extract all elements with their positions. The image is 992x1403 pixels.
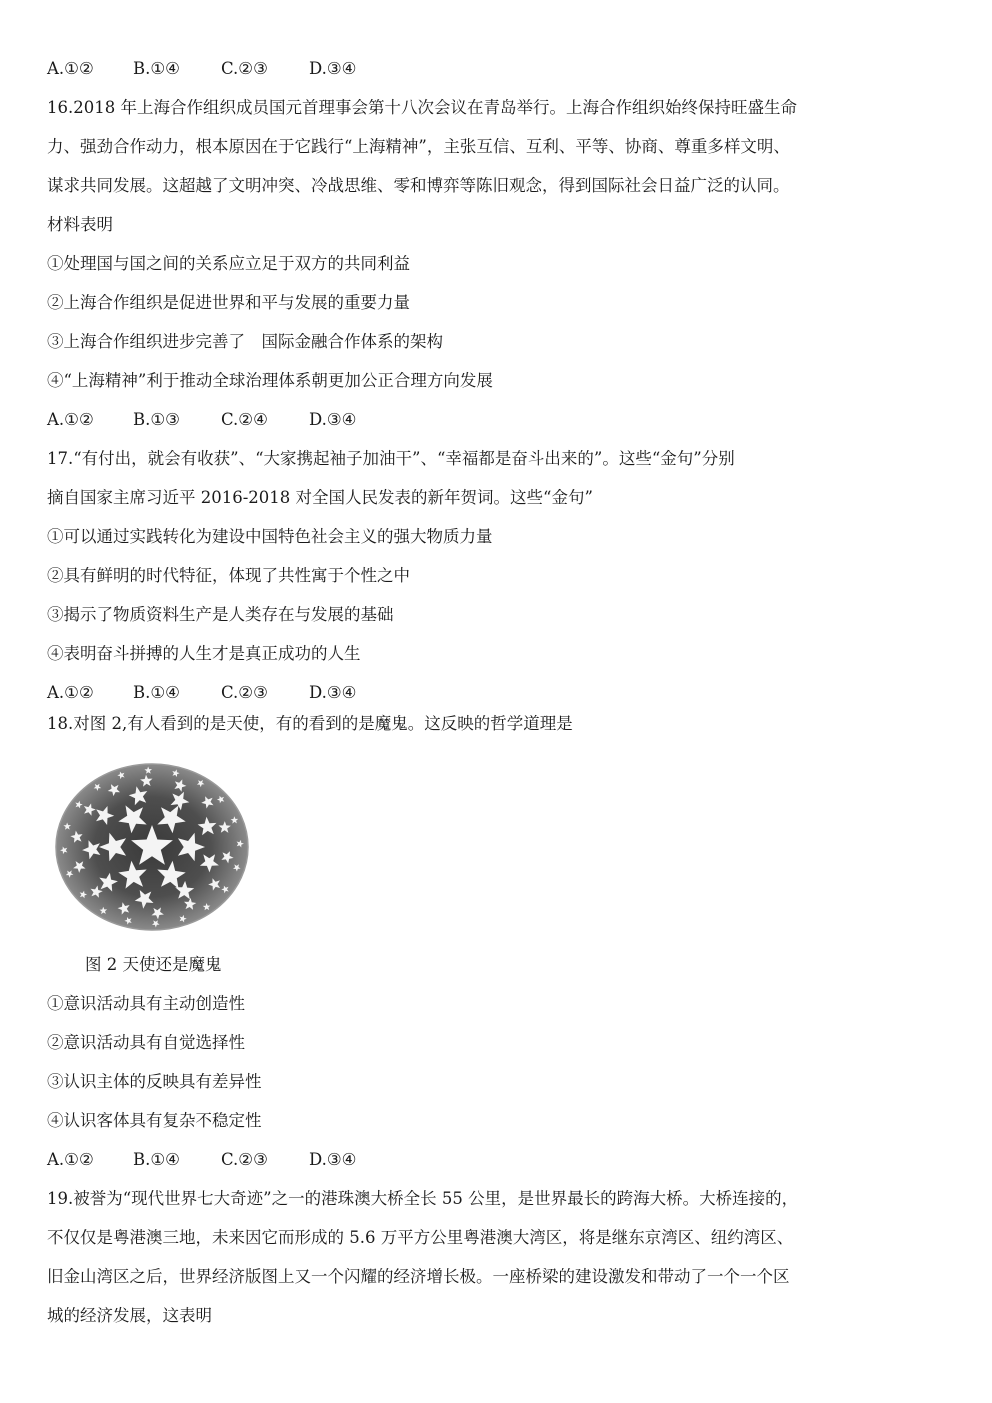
- q16-options: [47, 409, 356, 431]
- q19-stem-line-1: 19.被誉为“现代世界七大奇迹”之一的港珠澳大桥全长 55 公里，是世界最长的跨海大桥。大桥连接的，: [47, 1189, 799, 1208]
- q16-item-2: ②上海合作组织是促进世界和平与发展的重要力量: [47, 293, 410, 312]
- q15-option-d: D.③④: [309, 59, 357, 78]
- q15-options: [47, 58, 356, 80]
- q19-stem-line-2: 不仅仅是粤港澳三地，未来因它而形成的 5.6 万平方公里粤港澳大湾区，将是继东京湾区、纽约湾区、: [47, 1228, 794, 1247]
- q16-item-4: ④“上海精神”利于推动全球治理体系朝更加公正合理方向发展: [47, 371, 493, 390]
- q16-stem-line-4: 材料表明: [47, 215, 113, 234]
- q18-option-d: D.③④: [309, 1150, 357, 1169]
- q17-option-c: C.②③: [221, 683, 268, 702]
- q17-option-b: B.①④: [133, 683, 180, 702]
- q17-stem-line-2: 摘自国家主席习近平 2016-2018 对全国人民发表的新年贺词。这些“金句”: [47, 488, 593, 507]
- q18-option-c: C.②③: [221, 1150, 268, 1169]
- q18-options: [47, 1149, 356, 1171]
- q19-stem-line-4: 城的经济发展，这表明: [47, 1306, 212, 1325]
- q17-option-d: D.③④: [309, 683, 357, 702]
- q15-option-a: A.①②: [47, 59, 94, 78]
- angels-devils-figure: [50, 760, 255, 935]
- q17-item-4: ④表明奋斗拼搏的人生才是真正成功的人生: [47, 644, 361, 663]
- q18-item-1: ①意识活动具有主动创造性: [47, 994, 245, 1013]
- q15-option-c: C.②③: [221, 59, 268, 78]
- q18-option-b: B.①④: [133, 1150, 180, 1169]
- q19-stem-line-3: 旧金山湾区之后，世界经济版图上又一个闪耀的经济增长极。一座桥梁的建设激发和带动了一个一个区: [47, 1267, 790, 1286]
- q17-options: [47, 682, 356, 704]
- q16-stem-line-3: 谋求共同发展。这超越了文明冲突、冷战思维、零和博弈等陈旧观念，得到国际社会日益广泛的认同。: [47, 176, 790, 195]
- q16-stem-line-2: 力、强劲合作动力，根本原因在于它践行“上海精神”，主张互信、互利、平等、协商、尊重多样文明、: [47, 137, 790, 156]
- q16-item-3: ③上海合作组织进步完善了 国际金融合作体系的架构: [47, 332, 443, 351]
- q16-option-b: B.①③: [133, 410, 180, 429]
- q17-item-1: ①可以通过实践转化为建设中国特色社会主义的强大物质力量: [47, 527, 493, 546]
- q18-item-3: ③认识主体的反映具有差异性: [47, 1072, 262, 1091]
- q17-option-a: A.①②: [47, 683, 94, 702]
- q16-option-a: A.①②: [47, 410, 94, 429]
- tessellation-disc-image: [50, 760, 255, 935]
- q18-option-a: A.①②: [47, 1150, 94, 1169]
- q18-item-2: ②意识活动具有自觉选择性: [47, 1033, 245, 1052]
- q16-option-d: D.③④: [309, 410, 357, 429]
- q18-item-4: ④认识客体具有复杂不稳定性: [47, 1111, 262, 1130]
- q16-option-c: C.②④: [221, 410, 268, 429]
- q15-option-b: B.①④: [133, 59, 180, 78]
- q18-stem-line-1: 18.对图 2,有人看到的是天使，有的看到的是魔鬼。这反映的哲学道理是: [47, 714, 573, 733]
- q17-item-3: ③揭示了物质资料生产是人类存在与发展的基础: [47, 605, 394, 624]
- q16-stem-line-1: 16.2018 年上海合作组织成员国元首理事会第十八次会议在青岛举行。上海合作组织始终保持旺盛生命: [47, 98, 797, 117]
- q17-stem-line-1: 17.“有付出，就会有收获”、“大家携起袖子加油干”、“幸福都是奋斗出来的”。这些“金句”分别: [47, 449, 735, 468]
- q16-item-1: ①处理国与国之间的关系应立足于双方的共同利益: [47, 254, 410, 273]
- figure-caption: 图 2 天使还是魔鬼: [85, 955, 222, 974]
- q17-item-2: ②具有鲜明的时代特征，体现了共性寓于个性之中: [47, 566, 410, 585]
